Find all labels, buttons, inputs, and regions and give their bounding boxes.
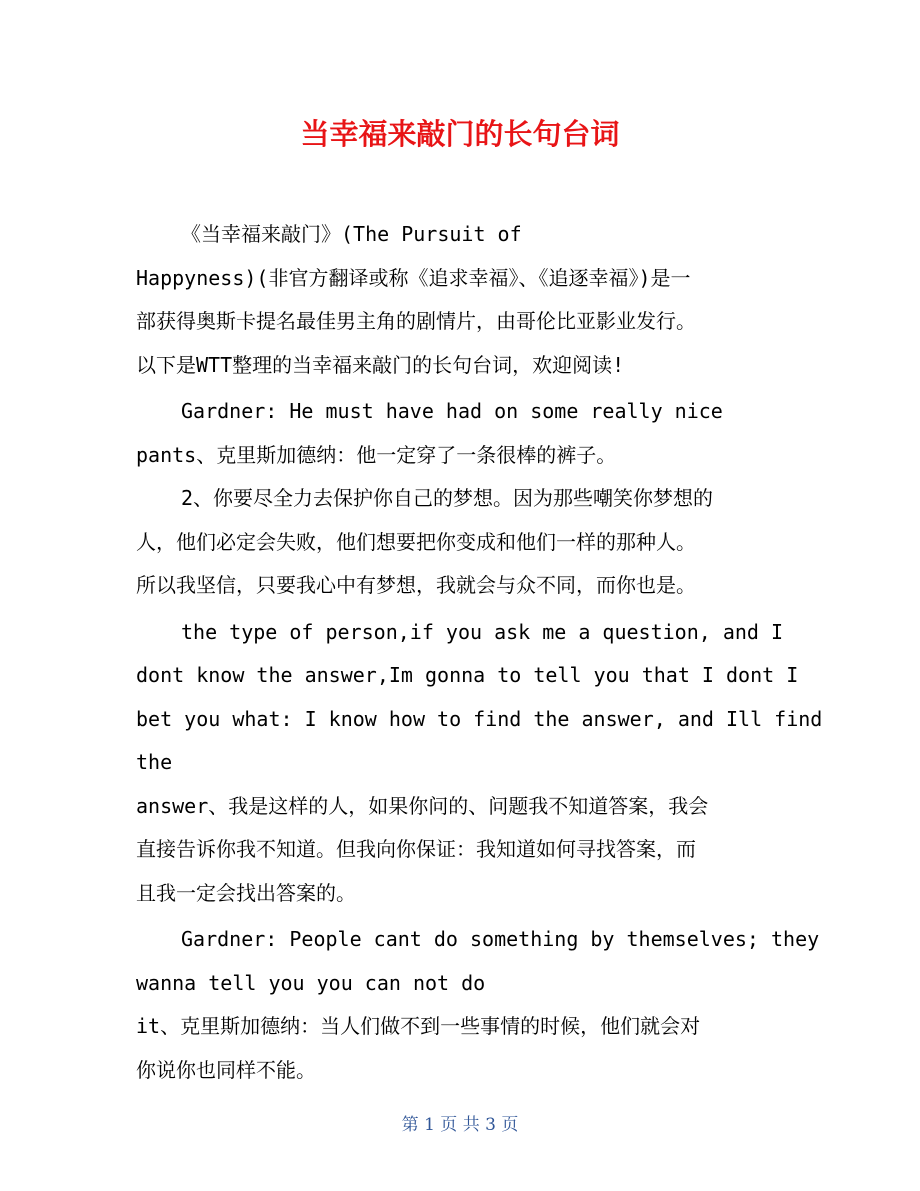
text-line: 直接告诉你我不知道。但我向你保证：我知道如何寻找答案，而	[136, 837, 696, 861]
text-line: 你说你也同样不能。	[136, 1057, 316, 1082]
paragraph	[136, 213, 786, 387]
paragraph	[136, 477, 786, 608]
text-line: 2、你要尽全力去保护你自己的梦想。因为那些嘲笑你梦想的	[181, 486, 714, 510]
paragraph	[136, 611, 823, 916]
text-line: 以下是WTT整理的当幸福来敲门的长句台词，欢迎阅读!	[136, 352, 625, 377]
text-line: Gardner: People cant do something by themselves; they	[181, 927, 820, 951]
document-title: 当幸福来敲门的长句台词	[300, 117, 620, 151]
text-line: 人，他们必定会失败，他们想要把你变成和他们一样的那种人。	[136, 529, 696, 554]
text-line: the type of person,if you ask me a question, and I	[181, 619, 784, 644]
text-line: Gardner: He must have had on some really nice	[181, 399, 723, 423]
text-line: 部获得奥斯卡提名最佳男主角的剧情片，由哥伦比亚影业发行。	[136, 309, 696, 333]
text-line: 《当幸福来敲门》(The Pursuit of	[181, 222, 522, 246]
text-line: dont know the answer,Im gonna to tell you that I dont I	[136, 663, 799, 687]
text-line: 且我一定会找出答案的。	[136, 880, 356, 905]
text-line: answer、我是这样的人，如果你问的、问题我不知道答案，我会	[136, 793, 709, 818]
paragraph	[136, 390, 786, 477]
page-footer: 第 1 页 共 3 页	[401, 1115, 519, 1135]
text-line: wanna tell you you can not do	[136, 970, 486, 995]
text-line: Happyness)(非官方翻译或称《追求幸福》、《追逐幸福》)是一	[136, 265, 691, 290]
document-body	[136, 213, 823, 1092]
text-line: 所以我坚信，只要我心中有梦想，我就会与众不同，而你也是。	[136, 573, 696, 597]
text-line: the	[136, 750, 173, 774]
text-line: pants、克里斯加德纳：他一定穿了一条很棒的裤子。	[136, 442, 617, 467]
text-line: it、克里斯加德纳：当人们做不到一些事情的时候，他们就会对	[136, 1014, 701, 1038]
text-line: bet you what: I know how to find the answer, and Ill find	[136, 706, 823, 731]
paragraph	[136, 918, 820, 1092]
